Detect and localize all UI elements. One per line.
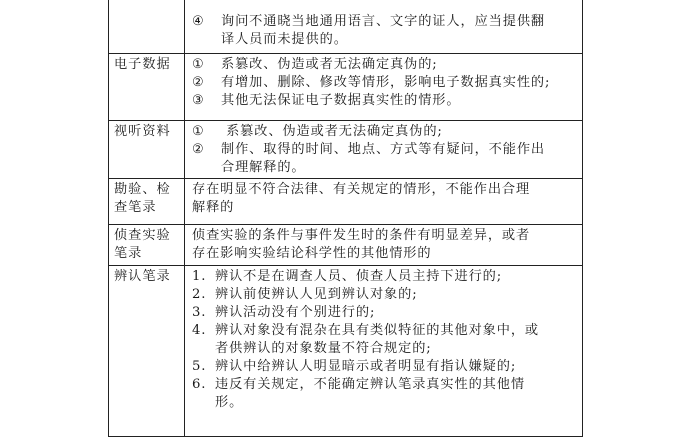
list-item-line	[192, 141, 545, 159]
list-item-line	[192, 268, 502, 286]
list-marker: ①	[192, 124, 205, 139]
item-text: 有增加、删除、修改等情形，影响电子数据真实性的;	[221, 75, 551, 90]
row-label: 笔录	[114, 246, 143, 261]
list-item-line	[192, 322, 539, 340]
list-item-line	[192, 376, 525, 394]
list-marker: ②	[192, 142, 205, 157]
list-marker: 1.	[192, 269, 207, 284]
item-text: 侦查实验的条件与事件发生时的条件有明显差异，或者	[192, 228, 531, 243]
item-text: 辨认活动没有个别进行的;	[215, 305, 376, 320]
table-border-right	[582, 0, 583, 436]
item-text: 存在明显不符合法律、有关规定的情形，不能作出合理	[192, 182, 531, 197]
item-text: 译人员而未提供的。	[221, 32, 348, 47]
item-text: 解释的	[192, 200, 235, 215]
item-text: 违反有关规定，不能确定辨认笔录真实性的其他情	[215, 377, 525, 392]
item-text: 存在影响实验结论科学性的其他情形的	[192, 246, 432, 261]
item-text: 辨认对象没有混杂在具有类似特征的其他对象中，或	[215, 323, 540, 338]
table-row-border	[108, 178, 583, 179]
item-text: 者供辨认的对象数量不符合规定的;	[215, 341, 432, 356]
table-row-border	[108, 265, 583, 266]
cell-text-line	[192, 199, 234, 217]
row-label: 电子数据	[114, 57, 171, 72]
item-text: 系篡改、伪造或者无法确定真伪的;	[221, 124, 443, 139]
cell-text-line	[192, 181, 530, 199]
item-text: 系篡改、伪造或者无法确定真伪的;	[221, 57, 438, 72]
table-row-border	[108, 224, 583, 225]
table-border-left	[108, 0, 109, 436]
row-label: 视听资料	[114, 124, 171, 139]
list-item-line	[192, 31, 348, 49]
item-text: 合理解释的。	[221, 160, 306, 175]
item-text: 其他无法保证电子数据真实性的情形。	[221, 93, 461, 108]
list-marker: 2.	[192, 287, 207, 302]
list-marker: ③	[192, 93, 205, 108]
table-row-border	[108, 120, 583, 121]
list-item-line	[192, 159, 306, 177]
list-item-line	[192, 286, 418, 304]
list-marker: 6.	[192, 377, 207, 392]
row-label: 查笔录	[114, 200, 157, 215]
table-border-divider	[184, 0, 185, 436]
list-marker: 5.	[192, 359, 207, 374]
list-item-line	[192, 74, 550, 92]
table-row-border	[108, 436, 583, 437]
item-text: 制作、取得的时间、地点、方式等有疑问，不能作出	[221, 142, 546, 157]
list-item-line	[192, 92, 461, 110]
item-text: 辨认不是在调查人员、侦查人员主持下进行的;	[215, 269, 503, 284]
table-row-border	[108, 53, 583, 54]
cell-text-line	[192, 245, 432, 263]
list-marker: ④	[192, 14, 205, 29]
list-item-line	[192, 56, 438, 74]
item-text: 形。	[215, 395, 244, 410]
list-item-line	[192, 340, 432, 358]
list-item-line	[192, 358, 516, 376]
row-label: 侦查实验	[114, 228, 171, 243]
list-item-line	[192, 123, 443, 141]
list-item-line	[192, 394, 243, 412]
item-text: 辨认中给辨认人明显暗示或者明显有指认嫌疑的;	[215, 359, 517, 374]
cell-text-line	[192, 227, 530, 245]
list-marker: 4.	[192, 323, 207, 338]
list-marker: ②	[192, 75, 205, 90]
item-text: 询问不通晓当地通用语言、文字的证人，应当提供翻	[221, 14, 546, 29]
list-marker: 3.	[192, 305, 207, 320]
list-marker: ①	[192, 57, 205, 72]
list-item-line	[192, 304, 375, 322]
row-label: 辨认笔录	[114, 269, 171, 284]
row-label: 勘验、检	[114, 182, 171, 197]
item-text: 辨认前使辨认人见到辨认对象的;	[215, 287, 418, 302]
list-item-line	[192, 13, 545, 31]
